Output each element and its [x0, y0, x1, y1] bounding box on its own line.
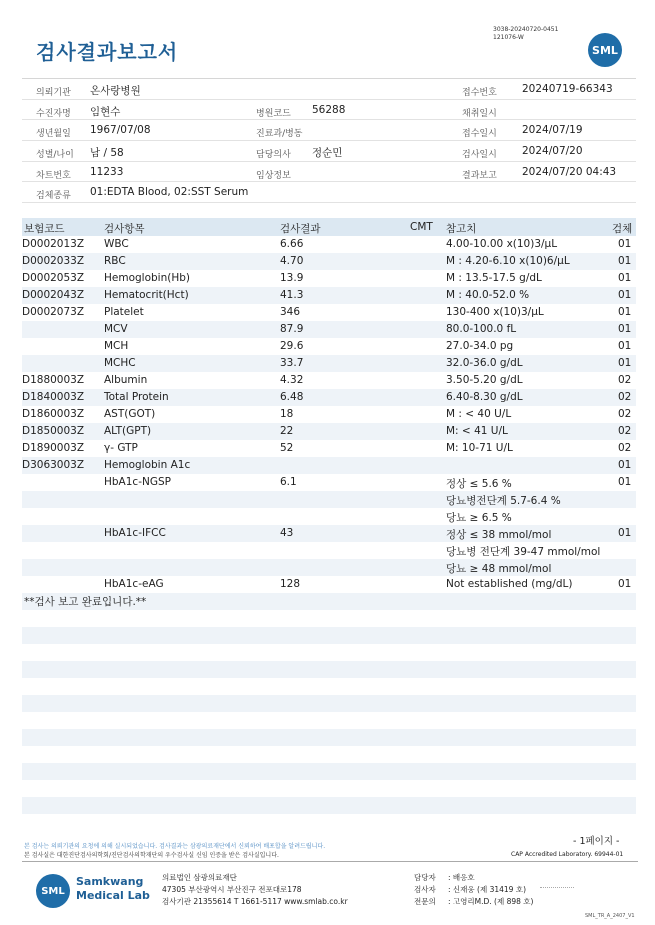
table-row	[22, 491, 636, 508]
reference-range: 당뇨 ≥ 6.5 %	[446, 512, 512, 524]
table-row	[22, 474, 636, 491]
info-label: 성별/나이	[36, 150, 74, 161]
info-value: 온사랑병원	[90, 85, 141, 97]
empty-row	[22, 627, 636, 644]
result-value: 29.6	[280, 340, 304, 352]
result-value: 41.3	[280, 289, 304, 301]
footer-divider	[22, 861, 638, 862]
table-row	[22, 236, 636, 253]
info-row	[22, 162, 636, 183]
test-item: Albumin	[104, 374, 148, 386]
specimen: 01	[618, 272, 632, 284]
test-item: AST(GOT)	[104, 408, 156, 420]
results-table-body	[22, 236, 636, 593]
empty-row-bands	[22, 593, 636, 831]
specimen: 01	[618, 459, 632, 471]
result-value: 4.70	[280, 255, 304, 267]
reference-range: 정상 ≤ 5.6 %	[446, 478, 512, 490]
specimen: 01	[618, 357, 632, 369]
reference-range: 당뇨병 전단계 39-47 mmol/mol	[446, 546, 601, 558]
separator: :	[448, 873, 453, 882]
staff-entry	[414, 872, 533, 884]
reference-range: M : < 40 U/L	[446, 408, 512, 420]
reference-range: M: < 41 U/L	[446, 425, 508, 437]
info-row	[22, 79, 636, 100]
reference-range: M : 13.5-17.5 g/dL	[446, 272, 542, 284]
staff-role: 담당자	[414, 873, 436, 882]
info-label: 임상정보	[256, 170, 291, 181]
test-item: WBC	[104, 238, 129, 250]
info-label: 접수번호	[462, 88, 497, 98]
specimen: 01	[618, 238, 632, 250]
info-label: 생년월일	[36, 129, 71, 140]
insurance-code: D0002053Z	[22, 272, 85, 284]
result-value: 43	[280, 527, 294, 539]
info-label: 의뢰기관	[36, 88, 71, 98]
result-value: 6.1	[280, 476, 297, 488]
header-test-item: 검사항목	[104, 223, 145, 235]
insurance-code: D1840003Z	[22, 391, 85, 403]
table-row	[22, 576, 636, 593]
cap-accreditation: CAP Accredited Laboratory. 69944-01	[511, 851, 624, 858]
insurance-code: D0002033Z	[22, 255, 85, 267]
info-value: 20240719-66343	[522, 83, 613, 95]
table-row	[22, 338, 636, 355]
table-row	[22, 253, 636, 270]
result-value: 13.9	[280, 272, 304, 284]
specimen: 02	[618, 408, 632, 420]
staff-name: 고영리M.D. (제 898 호)	[452, 897, 534, 906]
info-value: 01:EDTA Blood, 02:SST Serum	[90, 186, 249, 199]
report-complete-message: **검사 보고 완료입니다.**	[24, 596, 147, 608]
specimen: 02	[618, 425, 632, 437]
staff-entry	[414, 896, 533, 908]
table-row	[22, 287, 636, 304]
info-row	[22, 182, 636, 203]
test-item: Hematocrit(Hct)	[104, 289, 189, 301]
document-code: 3038-20240720-0451	[493, 26, 559, 33]
specimen: 01	[618, 289, 632, 301]
info-label: 검체종류	[36, 191, 71, 202]
table-row	[22, 440, 636, 457]
info-label: 접수일시	[462, 129, 497, 140]
result-value: 22	[280, 425, 294, 437]
table-row	[22, 525, 636, 542]
info-value: 56288	[312, 103, 346, 116]
results-table-header	[22, 218, 636, 236]
table-row	[22, 321, 636, 338]
sml-footer-logo: SML	[36, 874, 70, 908]
footer-notes	[24, 842, 325, 860]
test-item: HbA1c-IFCC	[104, 527, 166, 539]
sml-logo: SML	[588, 33, 622, 67]
test-item: Platelet	[104, 306, 144, 318]
info-row	[22, 120, 636, 141]
staff-name: 신재웅 (제 31419 호)	[452, 885, 527, 894]
specimen: 02	[618, 391, 632, 403]
header-result: 검사결과	[280, 223, 321, 235]
info-value: 2024/07/20	[522, 145, 583, 158]
test-item: MCH	[104, 340, 129, 352]
info-label: 담당의사	[256, 150, 291, 161]
result-value: 4.32	[280, 374, 304, 386]
staff-role: 검사자	[414, 885, 436, 894]
info-row	[22, 141, 636, 162]
separator: :	[448, 885, 453, 894]
specimen: 01	[618, 476, 632, 488]
test-item: γ- GTP	[104, 442, 138, 454]
empty-row	[22, 797, 636, 814]
insurance-code: D1880003Z	[22, 374, 85, 386]
specimen: 02	[618, 442, 632, 454]
info-value: 11233	[90, 165, 124, 178]
reference-range: 정상 ≤ 38 mmol/mol	[446, 529, 552, 541]
info-value: 2024/07/20 04:43	[522, 165, 617, 178]
form-code: SML_TR_A_2407_V1	[585, 913, 635, 919]
result-value: 33.7	[280, 357, 304, 369]
insurance-code: D0002043Z	[22, 289, 85, 301]
info-label: 결과보고	[462, 170, 497, 181]
table-row	[22, 372, 636, 389]
insurance-code: D3063003Z	[22, 459, 85, 471]
reference-range: M: 10-71 U/L	[446, 442, 513, 454]
table-row	[22, 423, 636, 440]
info-label: 수진자명	[36, 108, 71, 119]
table-row	[22, 406, 636, 423]
company-name: Samkwang Medical Lab	[76, 875, 150, 902]
insurance-code: D0002073Z	[22, 306, 85, 318]
header-insurance-code: 보험코드	[24, 223, 65, 235]
empty-row	[22, 729, 636, 746]
info-label: 검사일시	[462, 150, 497, 161]
patient-info-section	[22, 78, 636, 203]
result-value: 18	[280, 408, 294, 420]
result-value: 87.9	[280, 323, 304, 335]
specimen: 01	[618, 323, 632, 335]
info-label: 차트번호	[36, 170, 71, 181]
reference-range: 80.0-100.0 fL	[446, 323, 517, 335]
empty-row	[22, 763, 636, 780]
reference-range: 27.0-34.0 pg	[446, 340, 514, 352]
specimen: 01	[618, 527, 632, 539]
header-specimen: 검체	[612, 223, 633, 235]
test-item: Hemoglobin A1c	[104, 459, 191, 471]
document-code: 121076-W	[493, 34, 524, 41]
table-row	[22, 508, 636, 525]
insurance-code: D0002013Z	[22, 238, 85, 250]
reference-range: 당뇨병전단계 5.7-6.4 %	[446, 495, 561, 507]
test-item: ALT(GPT)	[104, 425, 152, 437]
staff-list	[414, 872, 533, 908]
info-label: 채취일시	[462, 108, 497, 119]
footer-note: 본 검사실은 대한진단검사의학회/진단검사의학재단의 우수검사실 신임 인증을 받은 검사실입니다.	[24, 852, 279, 859]
signature	[540, 878, 574, 888]
empty-row	[22, 661, 636, 678]
reference-range: M : 4.20-6.10 x(10)6/μL	[446, 255, 570, 267]
table-row	[22, 559, 636, 576]
info-value: 1967/07/08	[90, 124, 151, 137]
staff-entry	[414, 884, 533, 896]
test-item: HbA1c-eAG	[104, 578, 164, 590]
test-item: Hemoglobin(Hb)	[104, 272, 191, 284]
staff-role: 전문의	[414, 897, 436, 906]
specimen: 01	[618, 340, 632, 352]
staff-name: 배응호	[452, 873, 475, 882]
specimen: 01	[618, 306, 632, 318]
test-item: MCHC	[104, 357, 136, 369]
company-address: 의료법인 삼광의료재단 47305 부산광역시 부산진구 전포대로178 검사기관 21355614 T 1661-5117 www.smlab.co.kr	[162, 873, 348, 906]
table-row	[22, 389, 636, 406]
reference-range: 3.50-5.20 g/dL	[446, 374, 523, 386]
insurance-code: D1860003Z	[22, 408, 85, 420]
document-codes	[493, 26, 558, 42]
insurance-code: D1890003Z	[22, 442, 85, 454]
result-value: 6.48	[280, 391, 304, 403]
specimen: 02	[618, 374, 632, 386]
empty-row	[22, 695, 636, 712]
test-item: Total Protein	[104, 391, 169, 403]
reference-range: 130-400 x(10)3/μL	[446, 306, 544, 318]
table-row	[22, 355, 636, 372]
info-value: 정순민	[312, 147, 343, 160]
specimen: 01	[618, 255, 632, 267]
reference-range: M : 40.0-52.0 %	[446, 289, 530, 301]
table-row	[22, 542, 636, 559]
header-reference: 참고치	[446, 223, 477, 235]
reference-range: 당뇨 ≥ 48 mmol/mol	[446, 563, 552, 575]
info-row	[22, 100, 636, 121]
specimen: 01	[618, 578, 632, 590]
test-item: RBC	[104, 255, 126, 267]
result-value: 6.66	[280, 238, 304, 250]
reference-range: Not established (mg/dL)	[446, 578, 573, 590]
info-label: 병원코드	[256, 108, 291, 119]
result-value: 128	[280, 578, 301, 590]
header-cmt: CMT	[410, 221, 433, 233]
separator: :	[448, 897, 453, 906]
info-value: 임현수	[90, 105, 121, 118]
table-row	[22, 270, 636, 287]
info-label: 진료과/병동	[256, 129, 303, 140]
info-value: 남 / 58	[90, 147, 124, 160]
reference-range: 6.40-8.30 g/dL	[446, 391, 523, 403]
table-row	[22, 457, 636, 474]
test-item: HbA1c-NGSP	[104, 476, 171, 488]
info-value: 2024/07/19	[522, 124, 583, 137]
footer-note: 본 검사는 의뢰기관의 요청에 의해 실시되었습니다. 검사결과는 삼광의료재단에서 신뢰하여 배포합을 알려드립니다.	[24, 843, 326, 850]
result-value: 52	[280, 442, 294, 454]
page-number: - 1페이지 -	[573, 836, 620, 847]
test-item: MCV	[104, 323, 128, 335]
page-title: 검사결과보고서	[36, 40, 179, 64]
result-value: 346	[280, 306, 301, 318]
reference-range: 4.00-10.00 x(10)3/μL	[446, 238, 558, 250]
reference-range: 32.0-36.0 g/dL	[446, 357, 523, 369]
table-row	[22, 304, 636, 321]
insurance-code: D1850003Z	[22, 425, 85, 437]
